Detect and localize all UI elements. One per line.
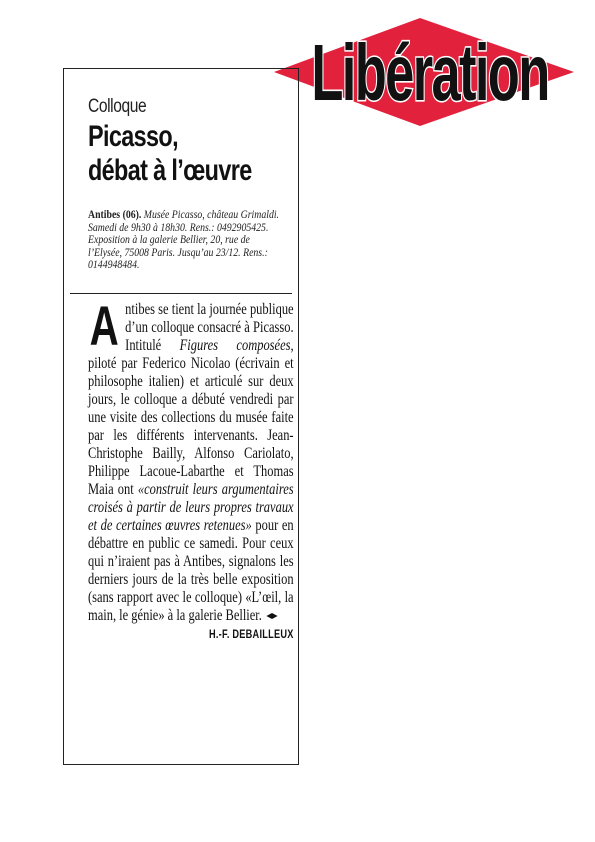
headline-line-1: Picasso, (88, 120, 178, 153)
liberation-logo-graphic (274, 14, 594, 130)
body-italic-quote: «construit leurs argumentaires croisés à partir de leurs propres travaux et de certaines œuvres retenues» (88, 481, 294, 534)
headline-line-2: débat à l’œuvre (88, 154, 252, 187)
article-kicker: Colloque (88, 96, 147, 117)
article-box (63, 68, 299, 765)
event-location: Antibes (06). (88, 209, 142, 221)
end-of-article-icon (267, 613, 278, 619)
logo-wordmark: Libération (311, 29, 549, 118)
body-text-part-3: pour en débattre en public ce samedi. Pour ceux qui n’iraient pas à Antibes, signalons les derniers jours de la très belle exposition (sans rapport avec le colloque) «L’œil, la main, le génie» à la galerie Bellier. (88, 517, 294, 624)
liberation-logo (274, 14, 594, 130)
article-headline (88, 120, 252, 188)
drop-cap: A (89, 294, 119, 357)
body-italic-title: Figures composées (179, 337, 291, 354)
article-byline: H.-F. DEBAILLEUX (209, 629, 294, 641)
article-body (88, 294, 294, 644)
event-details: Musée Picasso, château Grimaldi. Samedi de 9h30 à 18h30. Rens.: 0492905425. Exposition à la galerie Bellier, 20, rue de l’Elysée, 75008 Paris. Jusqu’au 23/12. Rens.: 0144948484. (88, 209, 280, 272)
body-text-part-1: ntibes se tient la journée publique d’un colloque consacré à Picasso. Intitulé (125, 301, 294, 354)
body-text-part-2: , piloté par Federico Nicolao (écrivain et philosophe italien) et articulé sur deux jours, le colloque a débuté vendredi par une visite des collections du musée faite par les différents intervenants. Jean-Christophe Bailly, Alfonso Cariolato, Philippe Lacoue-Labarthe et Thomas Maia ont (88, 337, 294, 498)
event-info (88, 209, 286, 272)
